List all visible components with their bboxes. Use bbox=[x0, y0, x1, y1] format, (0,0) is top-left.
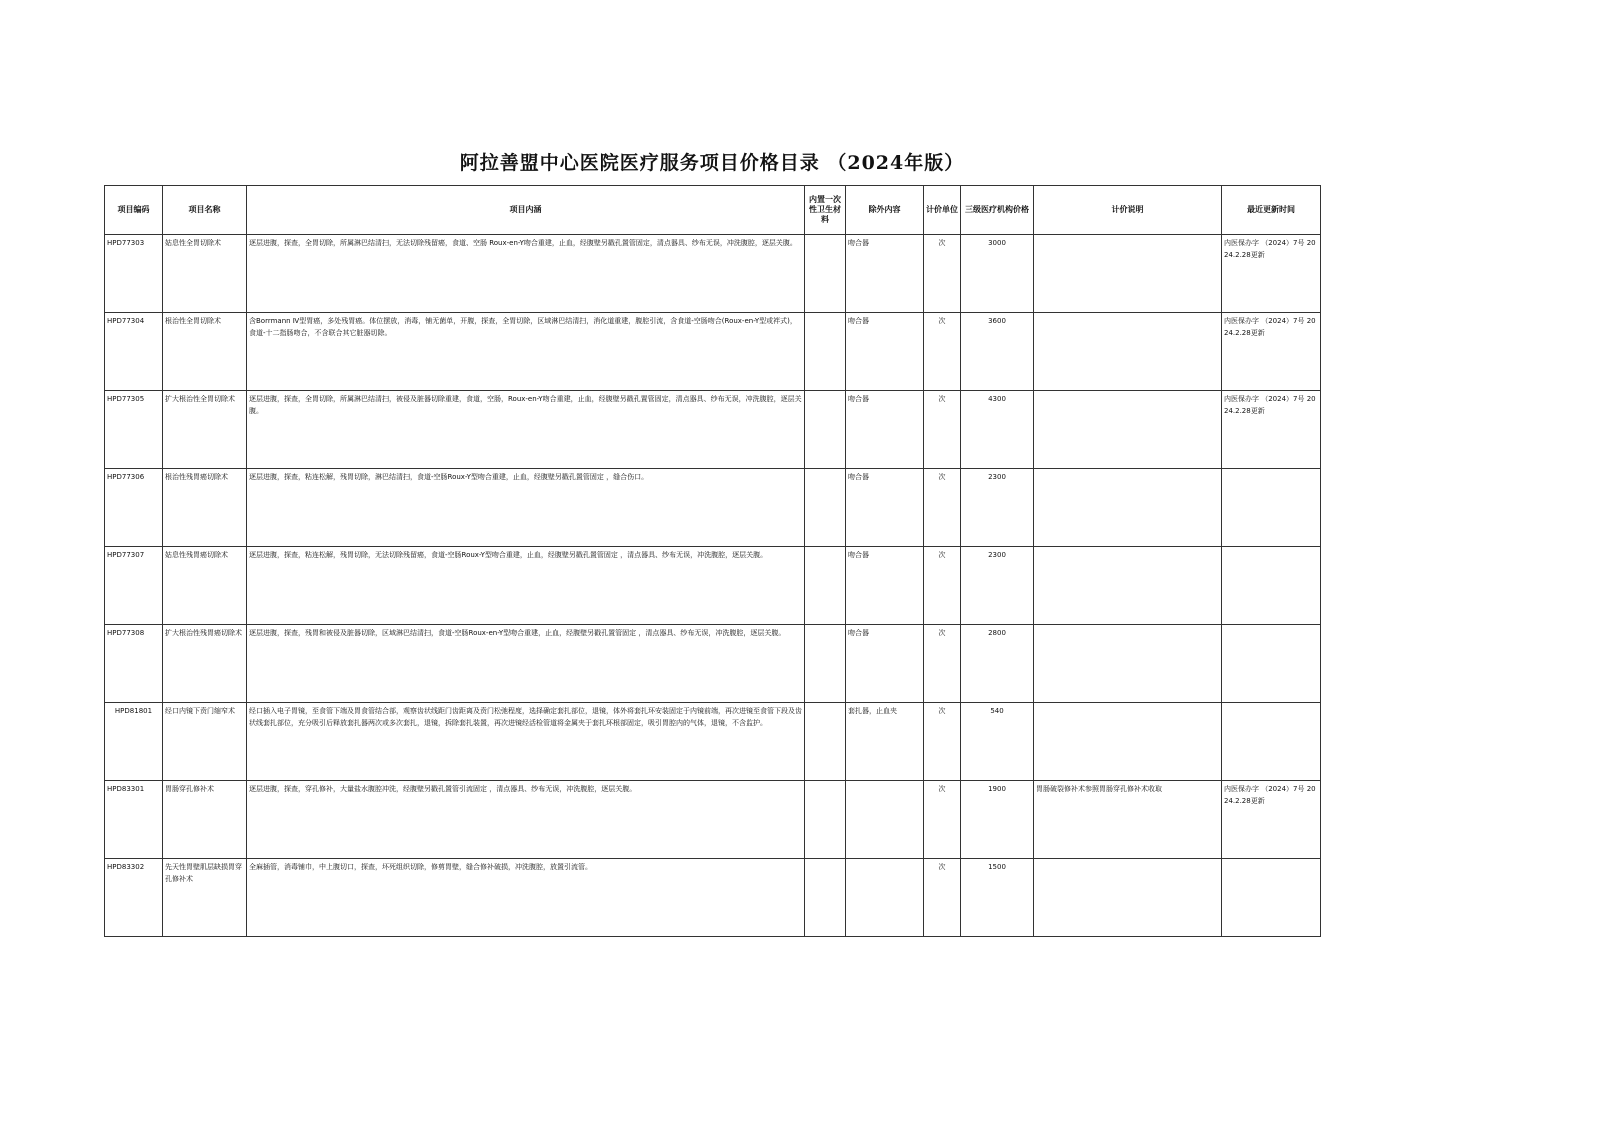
table-header-row bbox=[105, 186, 1321, 235]
cell-disposable bbox=[805, 547, 846, 625]
cell-unit: 次 bbox=[924, 859, 961, 937]
cell-note: 胃肠破裂修补术参照胃肠穿孔修补术收取 bbox=[1034, 781, 1222, 859]
table-row bbox=[105, 391, 1321, 469]
cell-code: HPD83302 bbox=[105, 859, 163, 937]
cell-disposable bbox=[805, 625, 846, 703]
cell-excluded bbox=[846, 781, 924, 859]
header-content: 项目内涵 bbox=[247, 186, 805, 235]
cell-content: 全麻插管，消毒铺巾，中上腹切口，探查，坏死组织切除，修剪胃壁，缝合修补破损，冲洗腹腔，放置引流管。 bbox=[247, 859, 805, 937]
cell-content: 含Borrmann Ⅳ型胃癌，多处残胃癌。体位摆放，消毒，铺无菌单，开腹，探查，全胃切除，区域淋巴结清扫，消化道重建，腹腔引流，含食道-空肠吻合(Roux-en-Y型或袢式)，食道-十二指肠吻合，不含联合其它脏器切除。 bbox=[247, 313, 805, 391]
cell-disposable bbox=[805, 859, 846, 937]
cell-updated: 内医保办字 （2024）7号 2024.2.28更新 bbox=[1222, 313, 1321, 391]
cell-name: 姑息性残胃癌切除术 bbox=[163, 547, 247, 625]
cell-disposable bbox=[805, 391, 846, 469]
table-row bbox=[105, 235, 1321, 313]
cell-name: 先天性胃壁肌层缺损胃穿孔修补术 bbox=[163, 859, 247, 937]
cell-excluded: 吻合器 bbox=[846, 313, 924, 391]
cell-name: 根治性残胃癌切除术 bbox=[163, 469, 247, 547]
cell-disposable bbox=[805, 781, 846, 859]
cell-updated bbox=[1222, 547, 1321, 625]
cell-updated bbox=[1222, 625, 1321, 703]
cell-price: 540 bbox=[961, 703, 1034, 781]
header-code: 项目编码 bbox=[105, 186, 163, 235]
cell-code: HPD77304 bbox=[105, 313, 163, 391]
cell-content: 逐层进腹，探查，残胃和被侵及脏器切除，区域淋巴结清扫，食道-空肠Roux-en-Y型吻合重建，止血，经腹壁另戳孔置管固定 ，清点器具、纱布无误，冲洗腹腔，逐层关腹。 bbox=[247, 625, 805, 703]
header-price: 三级医疗机构价格 bbox=[961, 186, 1034, 235]
cell-note bbox=[1034, 547, 1222, 625]
cell-unit: 次 bbox=[924, 313, 961, 391]
cell-content: 逐层进腹，探查，粘连松解，残胃切除，无法切除残留癌，食道-空肠Roux-Y型吻合重建，止血，经腹壁另戳孔置管固定 ，清点器具、纱布无误，冲洗腹腔，逐层关腹。 bbox=[247, 547, 805, 625]
cell-unit: 次 bbox=[924, 469, 961, 547]
header-name: 项目名称 bbox=[163, 186, 247, 235]
cell-updated: 内医保办字 （2024）7号 2024.2.28更新 bbox=[1222, 391, 1321, 469]
cell-excluded bbox=[846, 859, 924, 937]
cell-note bbox=[1034, 469, 1222, 547]
table-row bbox=[105, 781, 1321, 859]
cell-price: 2300 bbox=[961, 469, 1034, 547]
cell-price: 2300 bbox=[961, 547, 1034, 625]
header-excluded: 除外内容 bbox=[846, 186, 924, 235]
table-row bbox=[105, 625, 1321, 703]
cell-disposable bbox=[805, 313, 846, 391]
cell-unit: 次 bbox=[924, 781, 961, 859]
table-row bbox=[105, 547, 1321, 625]
cell-price: 4300 bbox=[961, 391, 1034, 469]
table-row bbox=[105, 313, 1321, 391]
cell-code: HPD77307 bbox=[105, 547, 163, 625]
cell-content: 经口插入电子胃镜，至食管下端及胃食管结合部，观察齿状线距门齿距离及贲门松弛程度，选择确定套扎部位，退镜，体外将套扎环安装固定于内镜前端，再次进镜至食管下段及齿状线套扎部位，充分吸引后释放套扎器两次或多次套扎，退镜，拆除套扎装置，再次进镜经活检管道将金属夹于套扎环根部固定，吸引胃腔内的气体，退镜，不含监护。 bbox=[247, 703, 805, 781]
cell-note bbox=[1034, 625, 1222, 703]
page-title: 阿拉善盟中心医院医疗服务项目价格目录 （2024年版） bbox=[459, 152, 965, 174]
cell-updated bbox=[1222, 469, 1321, 547]
cell-note bbox=[1034, 235, 1222, 313]
cell-unit: 次 bbox=[924, 625, 961, 703]
cell-disposable bbox=[805, 235, 846, 313]
cell-excluded: 套扎器，止血夹 bbox=[846, 703, 924, 781]
cell-disposable bbox=[805, 703, 846, 781]
cell-content: 逐层进腹，探查，穿孔修补，大量盐水腹腔冲洗，经腹壁另戳孔置管引流固定 ，清点器具、纱布无误，冲洗腹腔，逐层关腹。 bbox=[247, 781, 805, 859]
cell-price: 3600 bbox=[961, 313, 1034, 391]
cell-content: 逐层进腹，探查，全胃切除，所属淋巴结清扫，被侵及脏器切除重建，食道，空肠，Roux-en-Y吻合重建，止血，经腹壁另戳孔置管固定，清点器具、纱布无误，冲洗腹腔，逐层关腹。 bbox=[247, 391, 805, 469]
cell-content: 逐层进腹，探查，粘连松解，残胃切除，淋巴结清扫，食道-空肠Roux-Y型吻合重建，止血，经腹壁另戳孔置管固定 ，缝合伤口。 bbox=[247, 469, 805, 547]
cell-excluded: 吻合器 bbox=[846, 625, 924, 703]
cell-unit: 次 bbox=[924, 391, 961, 469]
cell-code: HPD77306 bbox=[105, 469, 163, 547]
table-row bbox=[105, 469, 1321, 547]
cell-unit: 次 bbox=[924, 547, 961, 625]
cell-note bbox=[1034, 391, 1222, 469]
cell-name: 扩大根治性残胃癌切除术 bbox=[163, 625, 247, 703]
cell-updated: 内医保办字 （2024）7号 2024.2.28更新 bbox=[1222, 781, 1321, 859]
cell-code: HPD81801 bbox=[105, 703, 163, 781]
cell-updated bbox=[1222, 859, 1321, 937]
cell-name: 胃肠穿孔修补术 bbox=[163, 781, 247, 859]
cell-price: 2800 bbox=[961, 625, 1034, 703]
cell-note bbox=[1034, 703, 1222, 781]
cell-code: HPD77305 bbox=[105, 391, 163, 469]
cell-content: 逐层进腹，探查，全胃切除，所属淋巴结清扫，无法切除残留癌，食道、空肠 Roux-en-Y吻合重建，止血，经腹壁另戳孔置管固定，清点器具、纱布无误，冲洗腹腔，逐层关腹。 bbox=[247, 235, 805, 313]
table-row bbox=[105, 703, 1321, 781]
price-table bbox=[104, 185, 1321, 937]
cell-price: 1900 bbox=[961, 781, 1034, 859]
cell-note bbox=[1034, 859, 1222, 937]
cell-unit: 次 bbox=[924, 703, 961, 781]
header-updated: 最近更新时间 bbox=[1222, 186, 1321, 235]
cell-excluded: 吻合器 bbox=[846, 469, 924, 547]
cell-updated: 内医保办字 （2024）7号 2024.2.28更新 bbox=[1222, 235, 1321, 313]
cell-excluded: 吻合器 bbox=[846, 391, 924, 469]
table-row bbox=[105, 859, 1321, 937]
cell-code: HPD77308 bbox=[105, 625, 163, 703]
cell-name: 根治性全胃切除术 bbox=[163, 313, 247, 391]
cell-price: 1500 bbox=[961, 859, 1034, 937]
header-disposable: 内置一次性卫生材料 bbox=[805, 186, 846, 235]
cell-name: 扩大根治性全胃切除术 bbox=[163, 391, 247, 469]
cell-excluded: 吻合器 bbox=[846, 235, 924, 313]
header-unit: 计价单位 bbox=[924, 186, 961, 235]
cell-note bbox=[1034, 313, 1222, 391]
cell-name: 姑息性全胃切除术 bbox=[163, 235, 247, 313]
cell-unit: 次 bbox=[924, 235, 961, 313]
cell-price: 3000 bbox=[961, 235, 1034, 313]
cell-code: HPD83301 bbox=[105, 781, 163, 859]
header-note: 计价说明 bbox=[1034, 186, 1222, 235]
cell-disposable bbox=[805, 469, 846, 547]
cell-code: HPD77303 bbox=[105, 235, 163, 313]
cell-name: 经口内镜下贲门缩窄术 bbox=[163, 703, 247, 781]
cell-excluded: 吻合器 bbox=[846, 547, 924, 625]
cell-updated bbox=[1222, 703, 1321, 781]
